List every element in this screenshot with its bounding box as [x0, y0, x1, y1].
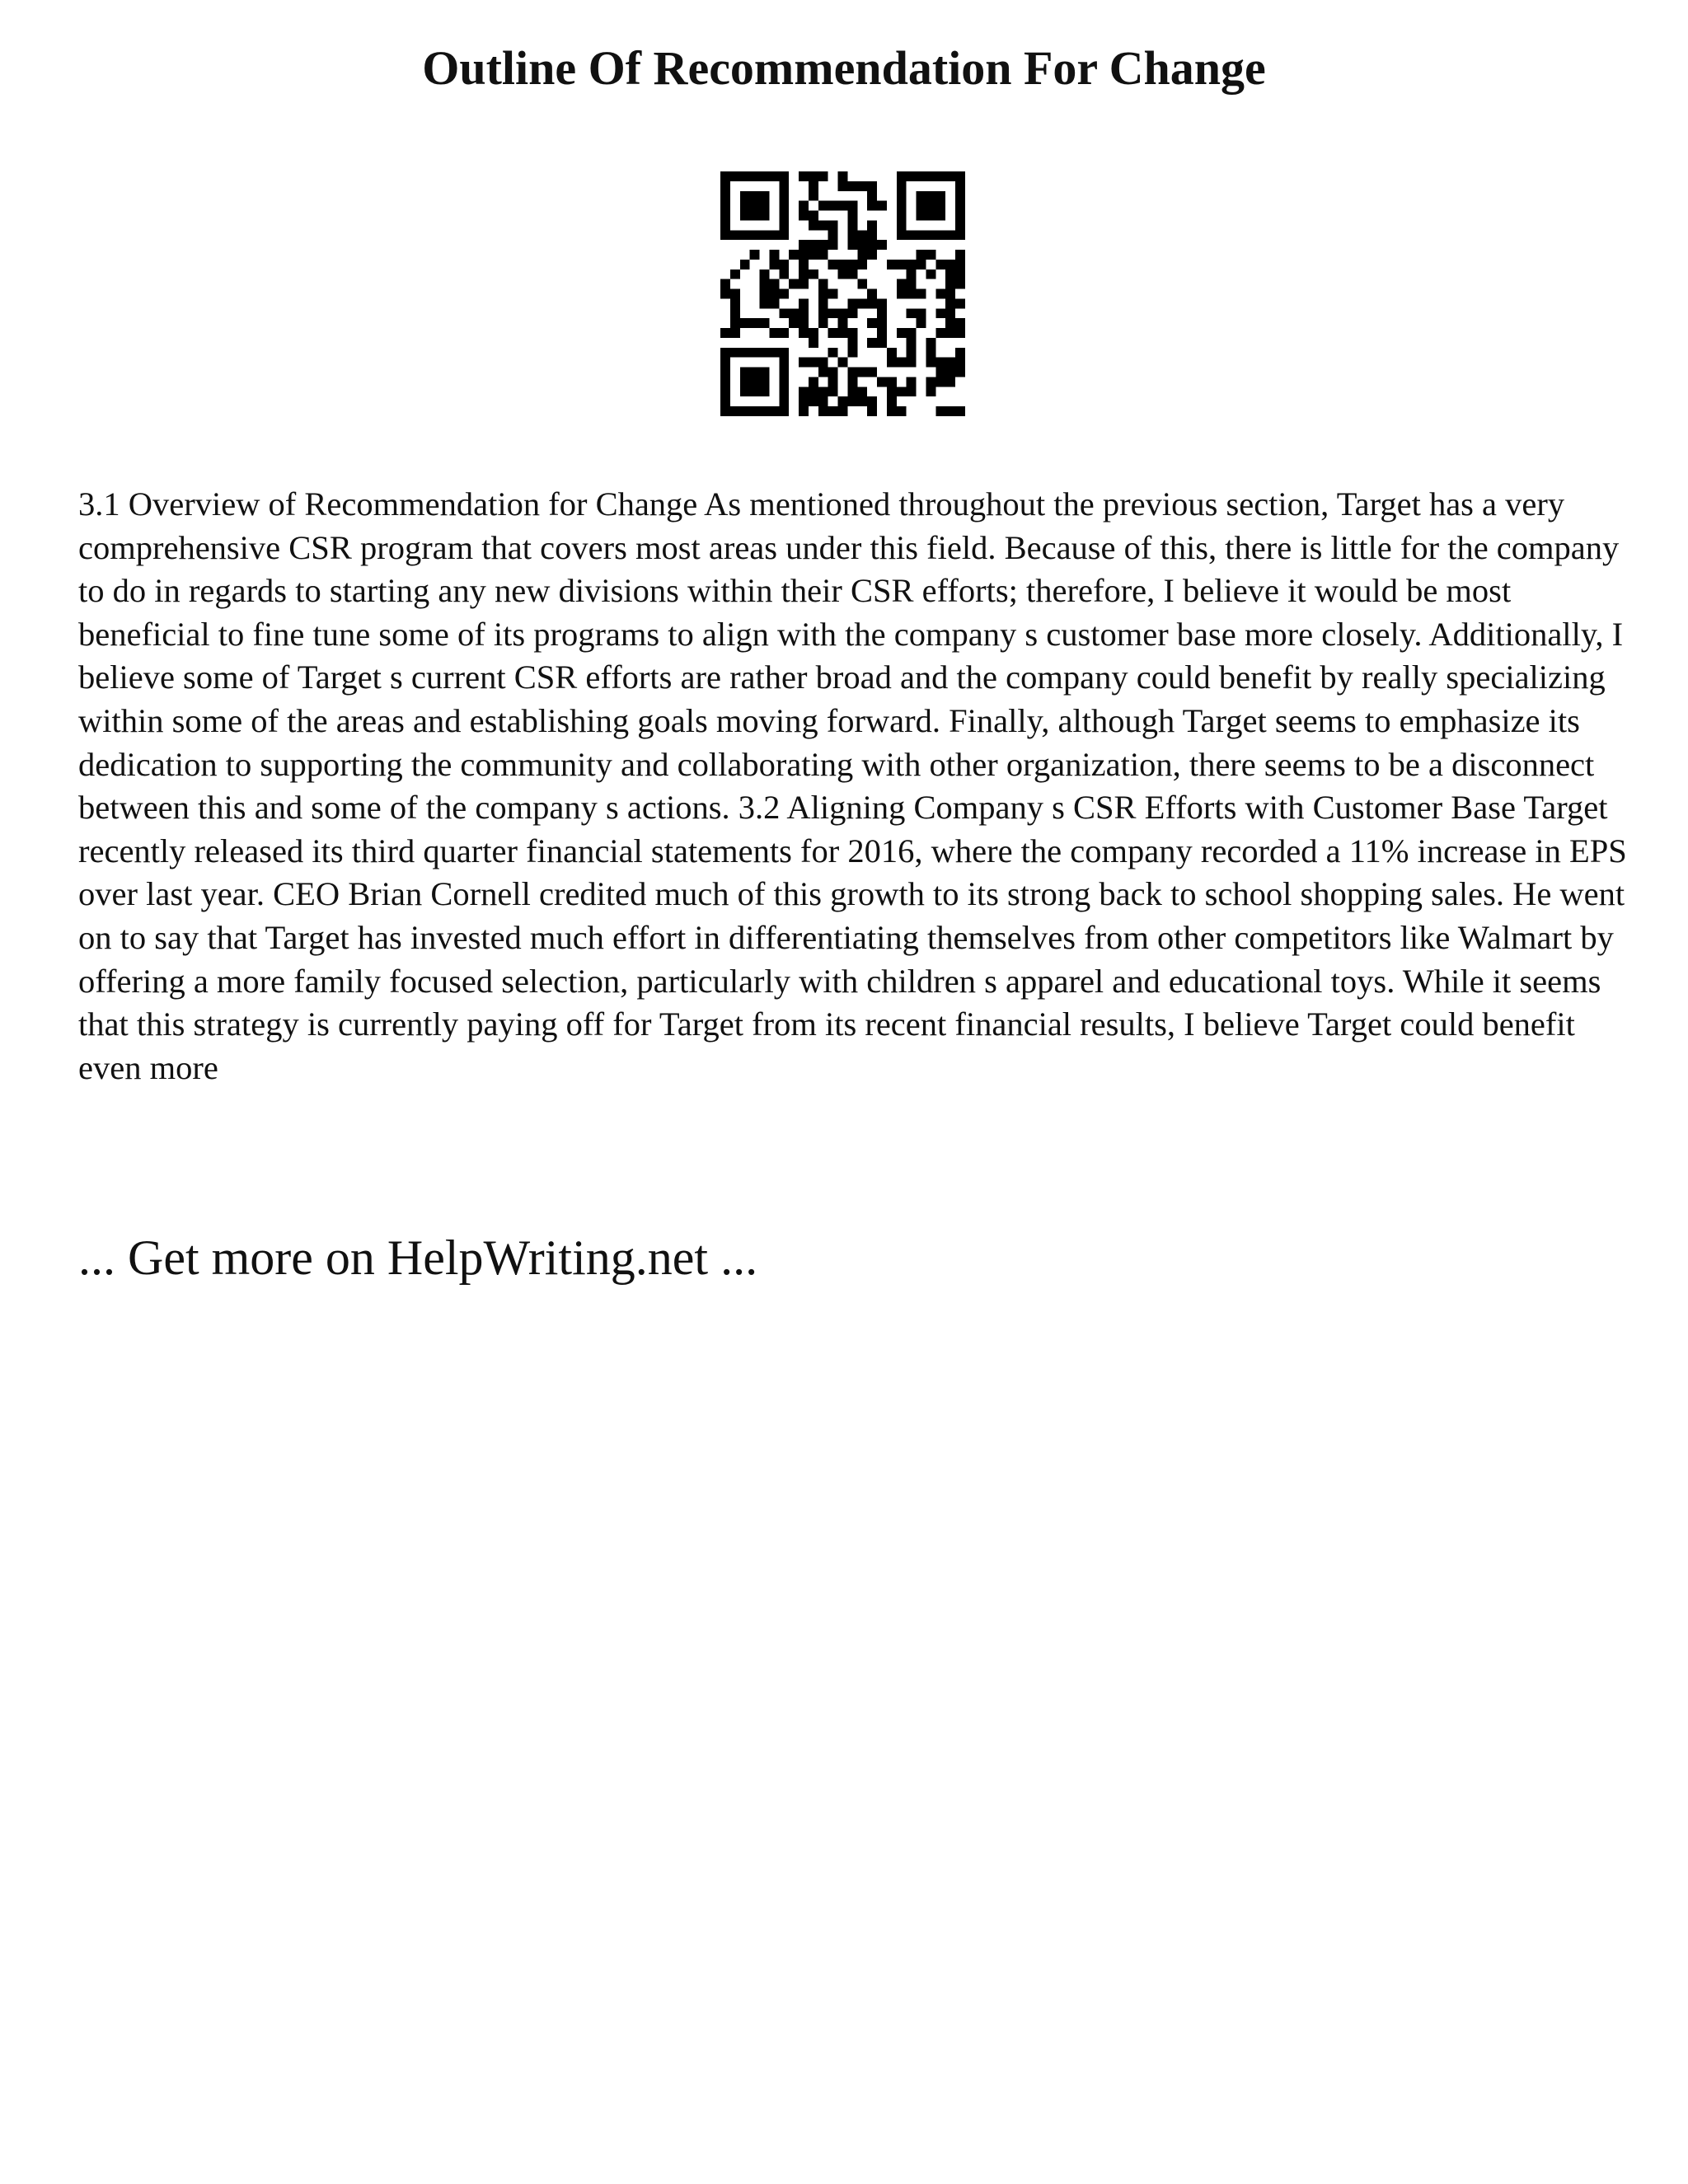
qr-code-icon[interactable] [720, 171, 965, 416]
get-more-link[interactable]: ... Get more on HelpWriting.net ... [78, 1230, 758, 1285]
body-paragraph: 3.1 Overview of Recommendation for Change As mentioned throughout the previous section, Target has a very comprehensive CSR program that covers most areas under this field. Because of this, there is little for the company to do in regards to starting any new divisions within their CSR efforts; therefore, I believe it would be most beneficial to fine tune some of its programs to align with the company s customer base more closely. Additionally, I believe some of Target s current CSR efforts are rather broad and the company could benefit by really specializing within some of the areas and establishing goals moving forward. Finally, although Target seems to emphasize its dedication to supporting the community and collaborating with other organization, there seems to be a disconnect between this and some of the company s actions. 3.2 Aligning Company s CSR Efforts with Customer Base Target recently released its third quarter financial statements for 2016, where the company recorded a 11% increase in EPS over last year. CEO Brian Cornell credited much of this growth to its strong back to school shopping sales. He went on to say that Target has invested much effort in differentiating themselves from other competitors like Walmart by offering a more family focused selection, particularly with children s apparel and educational toys. While it seems that this strategy is currently paying off for Target from its recent financial results, I believe Target could benefit even more [78, 485, 1627, 1086]
document-title: Outline Of Recommendation For Change [422, 41, 1266, 95]
